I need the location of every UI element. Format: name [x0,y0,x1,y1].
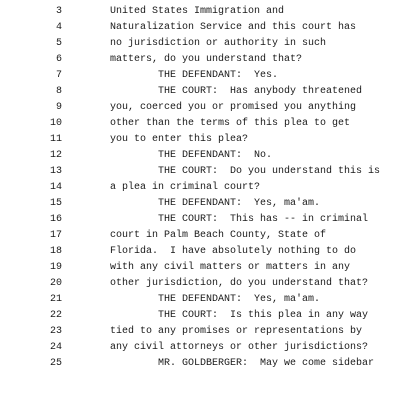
line-number: 14 [49,182,62,193]
line-number: 21 [49,294,62,305]
transcript-line [0,100,400,116]
transcript-line [0,228,400,244]
line-number: 23 [49,326,62,337]
line-number: 10 [49,118,62,129]
transcript-line [0,244,400,260]
transcript-line [0,84,400,100]
transcript-line [0,20,400,36]
line-number: 20 [49,278,62,289]
transcript-line [0,164,400,180]
line-text: a plea in criminal court? [110,182,261,193]
line-number: 5 [55,38,62,49]
line-text: you to enter this plea? [110,134,249,145]
line-number: 7 [55,70,62,81]
line-text: THE COURT: Do you understand this is [158,166,381,177]
line-number: 8 [55,86,62,97]
line-text: any civil attorneys or other jurisdictions? [110,342,369,353]
line-text: matters, do you understand that? [110,54,303,65]
transcript-line [0,292,400,308]
line-number: 15 [49,198,62,209]
transcript-line [0,340,400,356]
line-text: Florida. I have absolutely nothing to do [110,246,357,257]
line-text: no jurisdiction or authority in such [110,38,327,49]
line-number: 16 [49,214,62,225]
line-number: 13 [49,166,62,177]
transcript-line [0,148,400,164]
line-number: 9 [55,102,62,113]
line-number: 19 [49,262,62,273]
transcript-line [0,196,400,212]
transcript-line [0,116,400,132]
transcript-line [0,324,400,340]
line-text: you, coerced you or promised you anything [110,102,357,113]
line-number: 3 [55,6,62,17]
line-text: THE DEFENDANT: No. [158,150,273,161]
line-text: other jurisdiction, do you understand that? [110,278,369,289]
line-number: 6 [55,54,62,65]
transcript-line [0,212,400,228]
transcript-line [0,180,400,196]
line-text: THE DEFENDANT: Yes. [158,70,279,81]
line-text: THE COURT: This has -- in criminal [158,214,369,225]
line-text: other than the terms of this plea to get [110,118,351,129]
line-number: 17 [49,230,62,241]
line-number: 18 [49,246,62,257]
line-number: 11 [49,134,62,145]
line-text: court in Palm Beach County, State of [110,230,327,241]
transcript-line [0,308,400,324]
line-number: 12 [49,150,62,161]
transcript-line [0,68,400,84]
transcript-line [0,36,400,52]
line-number: 25 [49,358,62,369]
line-text: tied to any promises or representations by [110,326,363,337]
line-text: Naturalization Service and this court has [110,22,357,33]
line-number: 4 [55,22,62,33]
transcript-line [0,276,400,292]
line-text: MR. GOLDBERGER: May we come sidebar [158,358,375,369]
transcript-line [0,356,400,372]
line-number: 24 [49,342,62,353]
line-text: THE DEFENDANT: Yes, ma'am. [158,198,321,209]
line-text: United States Immigration and [110,6,285,17]
line-text: THE COURT: Has anybody threatened [158,86,363,97]
line-text: THE DEFENDANT: Yes, ma'am. [158,294,321,305]
transcript-line [0,4,400,20]
line-text: with any civil matters or matters in any [110,262,351,273]
line-number: 22 [49,310,62,321]
line-text: THE COURT: Is this plea in any way [158,310,369,321]
transcript-line [0,52,400,68]
transcript-line [0,132,400,148]
transcript-line [0,260,400,276]
